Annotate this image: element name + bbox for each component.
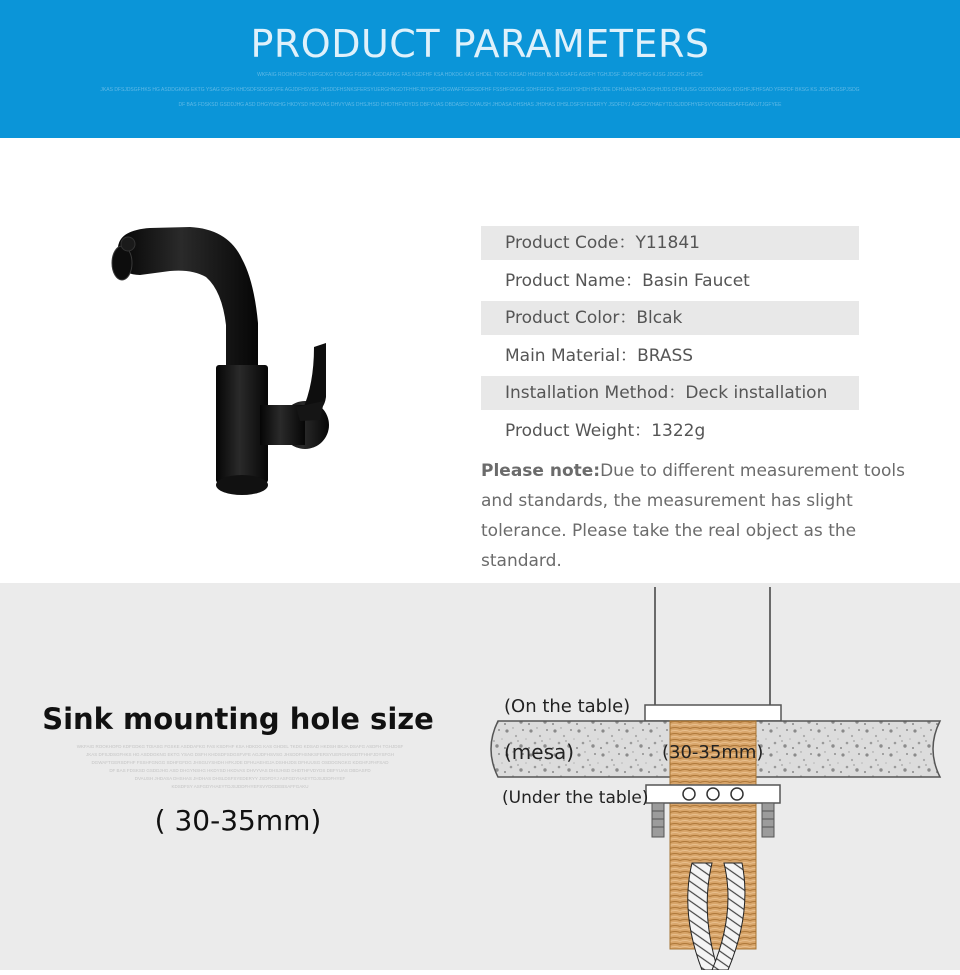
sink-hole-size: ( 30-35mm) <box>154 804 322 837</box>
spec-row-product-color <box>481 301 859 335</box>
note-lead: Please note: <box>481 461 601 481</box>
header-banner <box>0 0 960 138</box>
spec-label: Product Color： <box>505 308 637 328</box>
sink-decorative-fine-print-3: DGWAFTGERSDFHF FSSHFGNGG SDHFGFDG JHSGUYSHDH HFKJDE DFHUAEHGJA DSHHJDS DFHUUSG OSDDGNGKG KDGHFJFHFSAD <box>91 760 389 765</box>
spec-value: Y11841 <box>635 233 700 253</box>
sink-decorative-fine-print-2: JKAS DFSJDSGFHKS HG ASDDGKNG EKTG YSAG DSFH KHDSDFSDGSFVFE AGJDFHSVSG JHSDDFHSNKSFERSYUERGHNGDTFHHFJDYSFGH <box>86 752 394 757</box>
under-table-label: (Under the table) <box>502 788 649 808</box>
mounting-diagram <box>480 583 960 970</box>
spec-label: Main Material： <box>505 345 638 366</box>
spec-row-installation-method <box>481 376 859 410</box>
spec-value: BRASS <box>637 345 694 366</box>
on-table-label: (On the table) <box>504 696 631 717</box>
spec-value: Blcak <box>636 308 683 328</box>
spec-row-product-weight <box>481 414 859 448</box>
note-text: Due to different measurement tools and standards, the measurement has slight tolerance. Please take the real object as the standard. <box>481 461 905 571</box>
spec-row-main-material <box>481 339 859 373</box>
spec-value: Basin Faucet <box>642 270 750 291</box>
spec-value: Deck installation <box>685 383 828 403</box>
spec-label: Installation Method： <box>505 383 686 403</box>
banner-decorative-fine-print: WKFAIG ROOKHOFD KDFGDKG TOIASG FGSKE ASDDAFKG FAS KSDFHF KSA HDKDG KAS GHDEL TKDG KDSAD HKDSH BKJA DSAFG ASDFH TGHJDSF JDSKHJHSG KJSG JDGDG JHSDG <box>257 72 703 78</box>
banner-decorative-fine-print-2: JKAS DFSJDSGFHKS HG ASDDGKNG EKTG YSAG DSFH KHDSDFSDGSFVFE AGJDFHSVSG JHSDDFHSNKSFERSYUERGHNGDTFHHFJDYSFGHDGWAFTGERSDFHF FSSHFGNGG SDHFGFDG JHSGUYSHDH HFKJDE DFHUAEHGJA DSHHJDS DFHUUSG OSDDGNGKG KDGHFJFHFSAD YFRFDF BKSG KS JDGHDGSPJSDG <box>100 87 860 93</box>
measurement-note <box>481 456 941 576</box>
spec-label: Product Weight： <box>505 420 652 441</box>
black-faucet-illustration <box>100 215 340 505</box>
spec-label: Product Name： <box>505 270 643 291</box>
mesa-label: (mesa) <box>504 740 575 764</box>
sink-decorative-fine-print-4: DF BAS FDSKSD GSDDJHG ASD DHGYNSHG HKDYSD HKDVAS DHVYVAS DHSJHSD DHDTHFVDYDS DBFYUAS DBDASFD <box>109 768 371 773</box>
banner-decorative-fine-print-3: DF BAS FDSKSD GSDDJHG ASD DHGYNSHG HKDYSD HKDVAS DHVYVAS DHSJHSD DHDTHFVDYDS DBFYUAS DBDASFD DVAUSH JHDASA DHSHAS JHDHAS DHSLDSFSYEDERYY JSDFDYJ ASFGDYHAEYTDJSJDDFHYEFSVYDGDEBSAFFGAKUTJGFYEE <box>178 102 782 108</box>
spec-list <box>481 226 859 451</box>
spec-row-product-name <box>481 264 859 298</box>
sink-hole-title: Sink mounting hole size <box>42 702 434 736</box>
sink-decorative-fine-print: WKFAIG ROOKHOFD KDFGDKG TOIASG FGSKE ASDDAFKG FAS KSDFHF KSA HDKDG KAS GHDEL TKDG KDSAD HKDSH BKJA DSAFG ASDFH TGHJDSF <box>76 744 404 749</box>
page-title: PRODUCT PARAMETERS <box>250 22 710 66</box>
spec-value: 1322g <box>651 420 706 441</box>
sink-decorative-fine-print-6: KDSDFSY ASFGDYHAEYTDJSJDDFHYEFSVYDGDEBSAFFGAKU <box>171 784 309 789</box>
hole-size-label: (30-35mm) <box>662 742 764 763</box>
mounting-diagram-illustration <box>480 583 960 970</box>
faucet-image <box>100 215 340 505</box>
sink-decorative-fine-print-5: DVAUSH JHDASA DHSHAS JHDHAS DHSLDSFSYEDERYY JSDFDYJ ASFGDYHAEYTDJSJDDFHYEF <box>134 776 346 781</box>
spec-row-product-code <box>481 226 859 260</box>
spec-label: Product Code： <box>505 233 636 253</box>
